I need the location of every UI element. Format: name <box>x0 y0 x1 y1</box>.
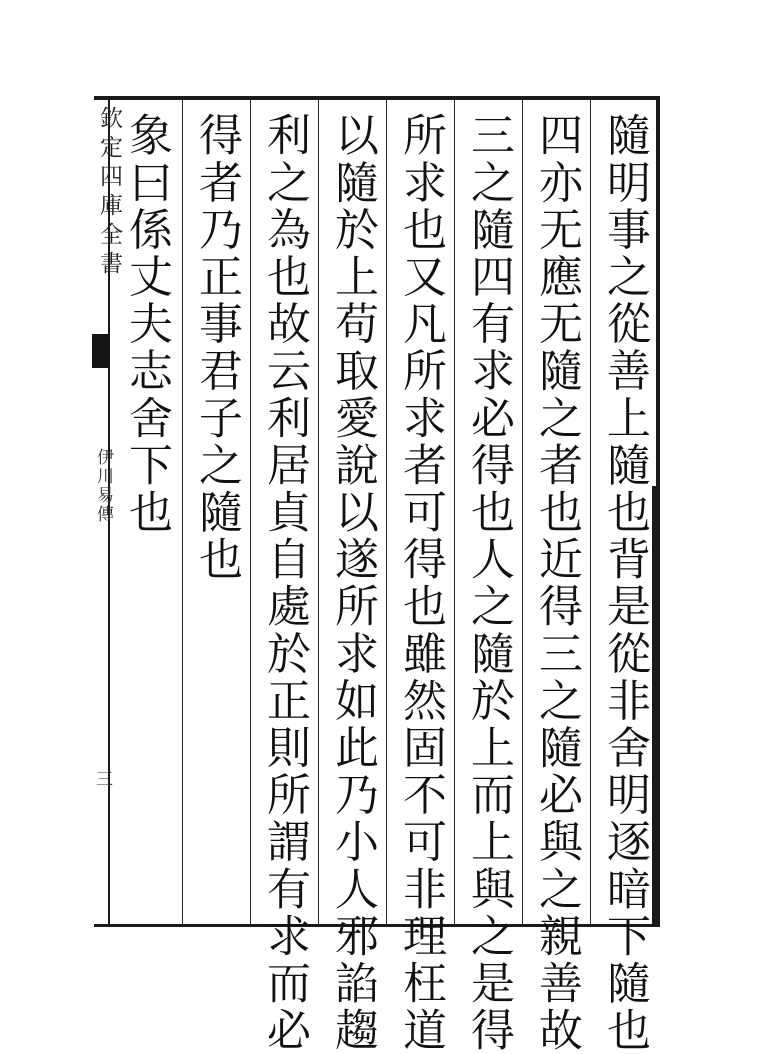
text-column-8: 象曰係丈夫志舍下也 <box>121 112 172 536</box>
right-border-thick <box>652 486 660 926</box>
column-rule <box>250 100 251 924</box>
column-rule <box>386 100 387 924</box>
text-column-7: 得者乃正事君子之隨也 <box>191 112 242 583</box>
margin-book-title: 伊川易傳 <box>93 448 113 524</box>
margin-page-number: 三 <box>92 770 112 787</box>
margin-title: 欽定四庫全書 <box>96 106 122 280</box>
text-column-2: 四亦无應无隨之者也近得三之隨必與之親善故 <box>531 112 582 1054</box>
column-rule <box>318 100 319 924</box>
margin-fishtail-block <box>92 334 110 368</box>
text-column-3: 三之隨四有求必得也人之隨於上而上與之是得 <box>463 112 514 1054</box>
text-column-4: 所求也又凡所求者可得也雖然固不可非理枉道 <box>395 112 446 1054</box>
column-rule <box>454 100 455 924</box>
top-border <box>94 96 660 100</box>
text-column-5: 以隨於上苟取愛說以遂所求如此乃小人邪諂趨 <box>327 112 378 1054</box>
column-rule <box>182 100 183 924</box>
text-column-1: 隨明事之從善上隨也背是從非舍明逐暗下隨也 <box>599 112 650 1054</box>
text-column-6: 利之為也故云利居貞自處於正則所謂有求而必 <box>259 112 310 1054</box>
column-rule <box>522 100 523 924</box>
column-rule <box>590 100 591 924</box>
